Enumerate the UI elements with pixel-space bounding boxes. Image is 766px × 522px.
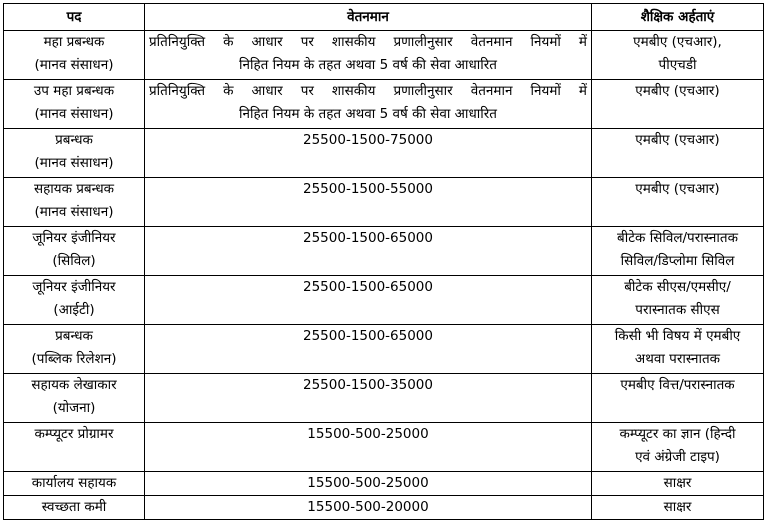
pay-scale-value: 25500-1500-35000	[303, 377, 433, 393]
pay-scale-value: 15500-500-25000	[307, 426, 429, 442]
qualification-line-1: एमबीए (एचआर)	[635, 83, 720, 99]
pay-scale-value: 15500-500-20000	[307, 499, 429, 515]
table-row	[4, 227, 764, 276]
post-title: प्रबन्धक	[55, 132, 93, 148]
qualification-cell	[592, 325, 764, 374]
post-title: महा प्रबन्धक	[43, 34, 105, 50]
post-title: कम्प्यूटर प्रोग्रामर	[34, 426, 114, 442]
qualification-cell	[592, 227, 764, 276]
pay-scale-value: 25500-1500-65000	[303, 279, 433, 295]
qualification-line-1: बीटेक सिविल/परास्नातक	[617, 230, 738, 246]
pay-text-line-1: प्रतिनियुक्ति के आधार पर शासकीय प्रणालीनुसार वेतनमान नियमों में	[149, 34, 587, 50]
table-row	[4, 496, 764, 520]
qualification-line-1: एमबीए (एचआर),	[633, 34, 722, 50]
pay-scale-value: 15500-500-25000	[307, 475, 429, 491]
qualification-line-1: कम्प्यूटर का ज्ञान (हिन्दी	[619, 426, 736, 442]
post-department: (योजना)	[52, 400, 96, 416]
qualification-cell	[592, 496, 764, 520]
post-cell	[4, 423, 145, 472]
post-cell	[4, 325, 145, 374]
post-department: (मानव संसाधन)	[34, 106, 114, 122]
qualification-line-1: एमबीए (एचआर)	[635, 132, 720, 148]
pay-cell	[145, 178, 592, 227]
pay-cell	[145, 227, 592, 276]
post-cell	[4, 496, 145, 520]
post-title: उप महा प्रबन्धक	[33, 83, 115, 99]
post-department: (सिविल)	[52, 253, 96, 269]
pay-scale-value: 25500-1500-75000	[303, 132, 433, 148]
pay-text-line-2: निहित नियम के तहत अथवा 5 वर्ष की सेवा आधारित	[239, 57, 497, 73]
post-title: कार्यालय सहायक	[31, 475, 117, 491]
post-cell	[4, 31, 145, 80]
header-post: पद	[4, 4, 145, 31]
post-cell	[4, 374, 145, 423]
pay-scale-value: 25500-1500-55000	[303, 181, 433, 197]
qualification-line-2: अथवा परास्नातक	[634, 351, 721, 367]
qualification-cell	[592, 129, 764, 178]
qualification-line-2: परास्नातक सीएस	[635, 302, 720, 318]
recruitment-table	[3, 3, 764, 520]
table-row	[4, 129, 764, 178]
qualification-cell	[592, 374, 764, 423]
post-title: प्रबन्धक	[55, 328, 93, 344]
header-pay-scale: वेतनमान	[145, 4, 592, 31]
post-cell	[4, 178, 145, 227]
qualification-line-1: बीटेक सीएस/एमसीए/	[624, 279, 731, 295]
header-row	[4, 4, 764, 31]
qualification-cell	[592, 276, 764, 325]
post-department: (मानव संसाधन)	[34, 155, 114, 171]
post-cell	[4, 472, 145, 496]
qualification-line-2: सिविल/डिप्लोमा सिविल	[620, 253, 735, 269]
post-title: स्वच्छता कमी	[41, 499, 107, 515]
post-department: (पब्लिक रिलेशन)	[31, 351, 117, 367]
post-cell	[4, 80, 145, 129]
qualification-line-1: किसी भी विषय में एमबीए	[614, 328, 741, 344]
table-row	[4, 178, 764, 227]
qualification-line-1: एमबीए वित्त/परास्नातक	[620, 377, 735, 393]
qualification-cell	[592, 31, 764, 80]
pay-cell	[145, 496, 592, 520]
qualification-line-2: एवं अंग्रेजी टाइप)	[635, 449, 720, 465]
post-department: (मानव संसाधन)	[34, 204, 114, 220]
post-department: (मानव संसाधन)	[34, 57, 114, 73]
table-row	[4, 423, 764, 472]
table-row	[4, 80, 764, 129]
pay-cell	[145, 423, 592, 472]
table-row	[4, 276, 764, 325]
table-row	[4, 31, 764, 80]
post-cell	[4, 276, 145, 325]
pay-cell	[145, 276, 592, 325]
qualification-line-2: पीएचडी	[658, 57, 697, 73]
post-title: सहायक लेखाकार	[31, 377, 117, 393]
qualification-line-1: साक्षर	[663, 475, 692, 491]
post-title: जूनियर इंजीनियर	[32, 230, 116, 246]
qualification-cell	[592, 178, 764, 227]
pay-text-line-1: प्रतिनियुक्ति के आधार पर शासकीय प्रणालीनुसार वेतनमान नियमों में	[149, 83, 587, 99]
table-row	[4, 374, 764, 423]
pay-cell	[145, 325, 592, 374]
pay-text-line-2: निहित नियम के तहत अथवा 5 वर्ष की सेवा आधारित	[239, 106, 497, 122]
pay-scale-value: 25500-1500-65000	[303, 328, 433, 344]
pay-cell	[145, 472, 592, 496]
post-title: जूनियर इंजीनियर	[32, 279, 116, 295]
post-department: (आईटी)	[53, 302, 95, 318]
qualification-line-1: एमबीए (एचआर)	[635, 181, 720, 197]
table-row	[4, 325, 764, 374]
pay-cell	[145, 129, 592, 178]
post-cell	[4, 129, 145, 178]
post-cell	[4, 227, 145, 276]
pay-cell	[145, 374, 592, 423]
qualification-cell	[592, 423, 764, 472]
pay-cell	[145, 31, 592, 80]
qualification-cell	[592, 80, 764, 129]
qualification-cell	[592, 472, 764, 496]
post-title: सहायक प्रबन्धक	[33, 181, 115, 197]
header-qualification: शैक्षिक अर्हताएं	[592, 4, 764, 31]
qualification-line-1: साक्षर	[663, 499, 692, 515]
pay-scale-value: 25500-1500-65000	[303, 230, 433, 246]
table-row	[4, 472, 764, 496]
pay-cell	[145, 80, 592, 129]
